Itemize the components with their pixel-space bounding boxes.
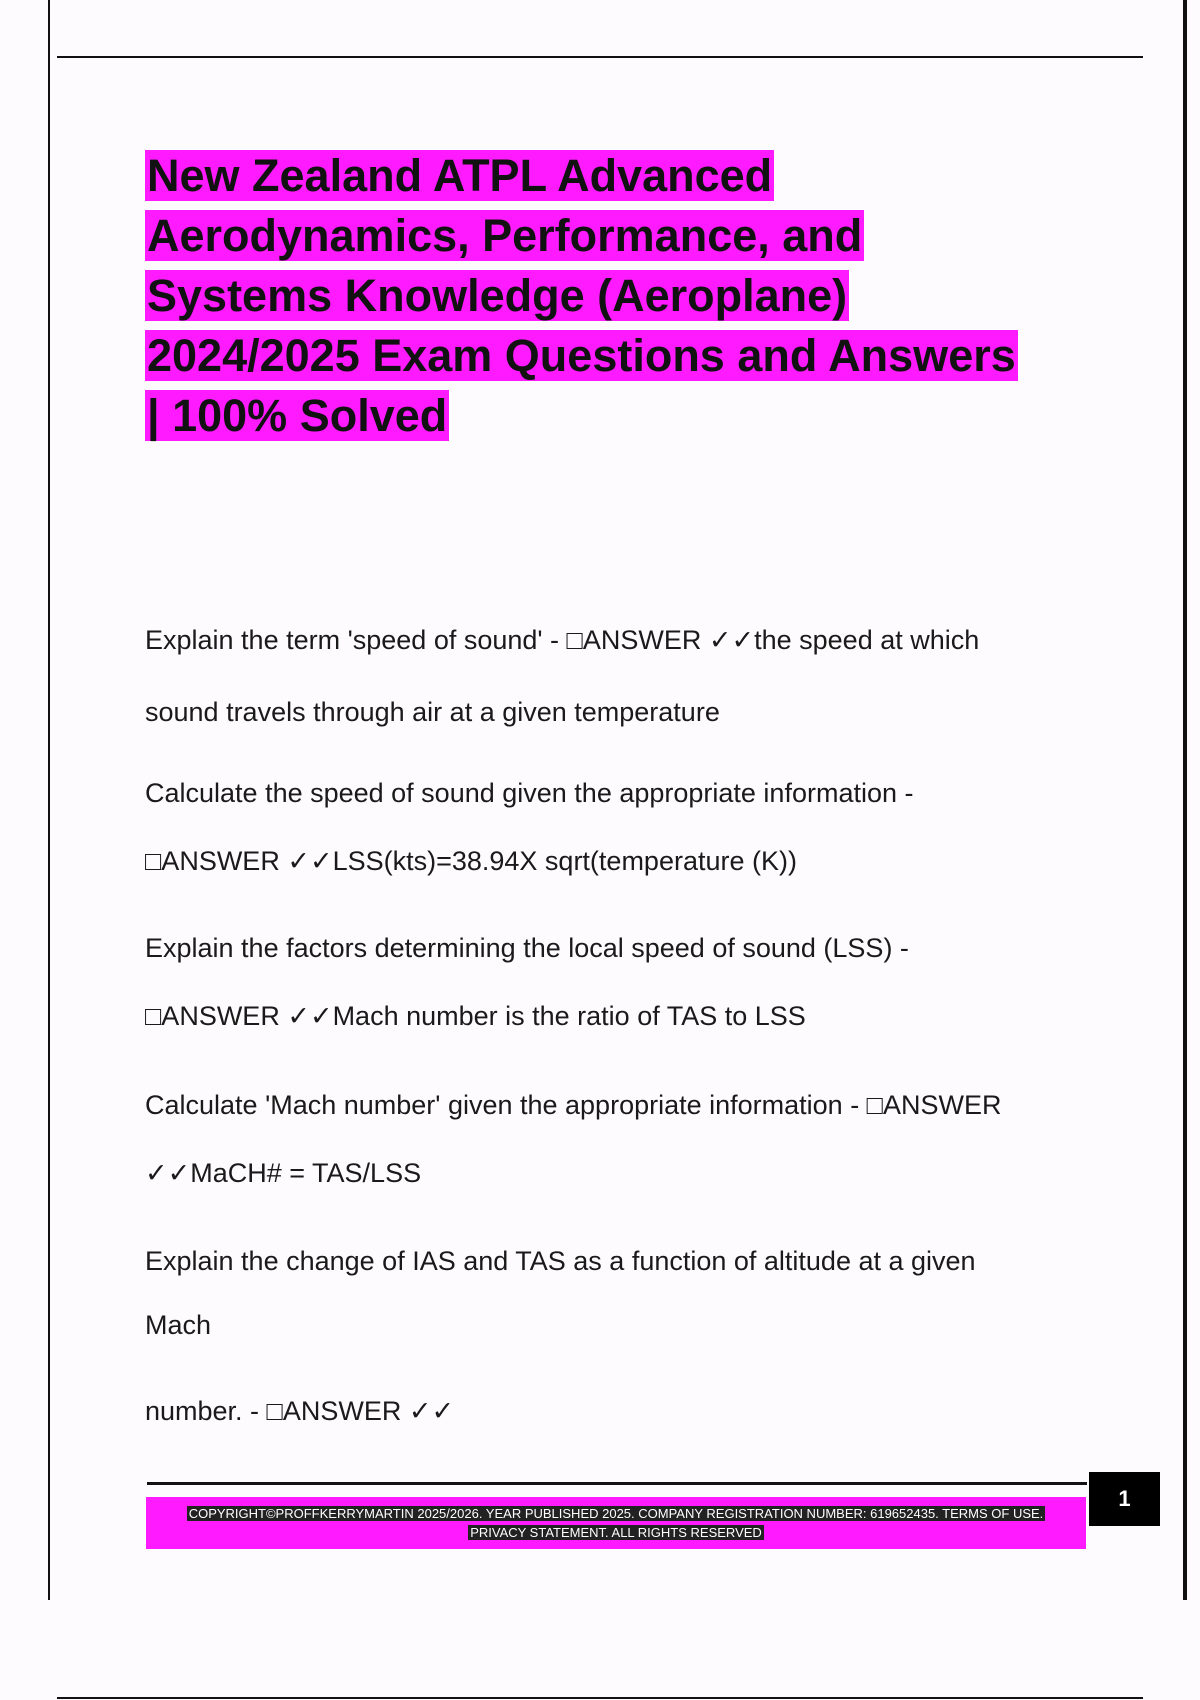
qa-line: Explain the change of IAS and TAS as a function of altitude at a given	[145, 1246, 976, 1276]
copyright-line: COPYRIGHT©PROFFKERRYMARTIN 2025/2026. YEAR PUBLISHED 2025. COMPANY REGISTRATION NUMBER: 619652435. TERMS OF USE.	[188, 1506, 1044, 1521]
footer-rule	[147, 1482, 1087, 1485]
header-rule	[57, 56, 1143, 58]
page-number: 1	[1089, 1472, 1160, 1526]
qa-line: Explain the term 'speed of sound' - □ANSWER ✓✓the speed at which	[145, 625, 980, 655]
copyright-text	[146, 1504, 1086, 1542]
qa-line: □ANSWER ✓✓LSS(kts)=38.94X sqrt(temperature (K))	[145, 846, 797, 876]
qa-line: ✓✓MaCH# = TAS/LSS	[145, 1158, 422, 1188]
title-line: Systems Knowledge (Aeroplane)	[147, 270, 848, 321]
qa-line: Explain the factors determining the local speed of sound (LSS) -	[145, 933, 909, 963]
copyright-line: PRIVACY STATEMENT. ALL RIGHTS RESERVED	[470, 1525, 762, 1540]
copyright-footer	[146, 1497, 1086, 1549]
qa-line: sound travels through air at a given temperature	[145, 697, 720, 727]
qa-line: □ANSWER ✓✓Mach number is the ratio of TAS to LSS	[145, 1001, 806, 1031]
title-line: Aerodynamics, Performance, and	[147, 210, 863, 261]
title-line: | 100% Solved	[147, 390, 448, 441]
page-border-left	[48, 0, 50, 1600]
qa-line: Calculate 'Mach number' given the appropriate information - □ANSWER	[145, 1090, 1002, 1120]
qa-line: Mach	[145, 1310, 212, 1340]
next-page-rule	[57, 1697, 1143, 1699]
title-line: New Zealand ATPL Advanced	[147, 150, 773, 201]
qa-line: number. - □ANSWER ✓✓	[145, 1396, 455, 1426]
qa-line: Calculate the speed of sound given the appropriate information -	[145, 778, 914, 808]
page-border-right	[1183, 0, 1187, 1600]
title-line: 2024/2025 Exam Questions and Answers	[147, 330, 1016, 381]
document-title	[145, 146, 1105, 446]
